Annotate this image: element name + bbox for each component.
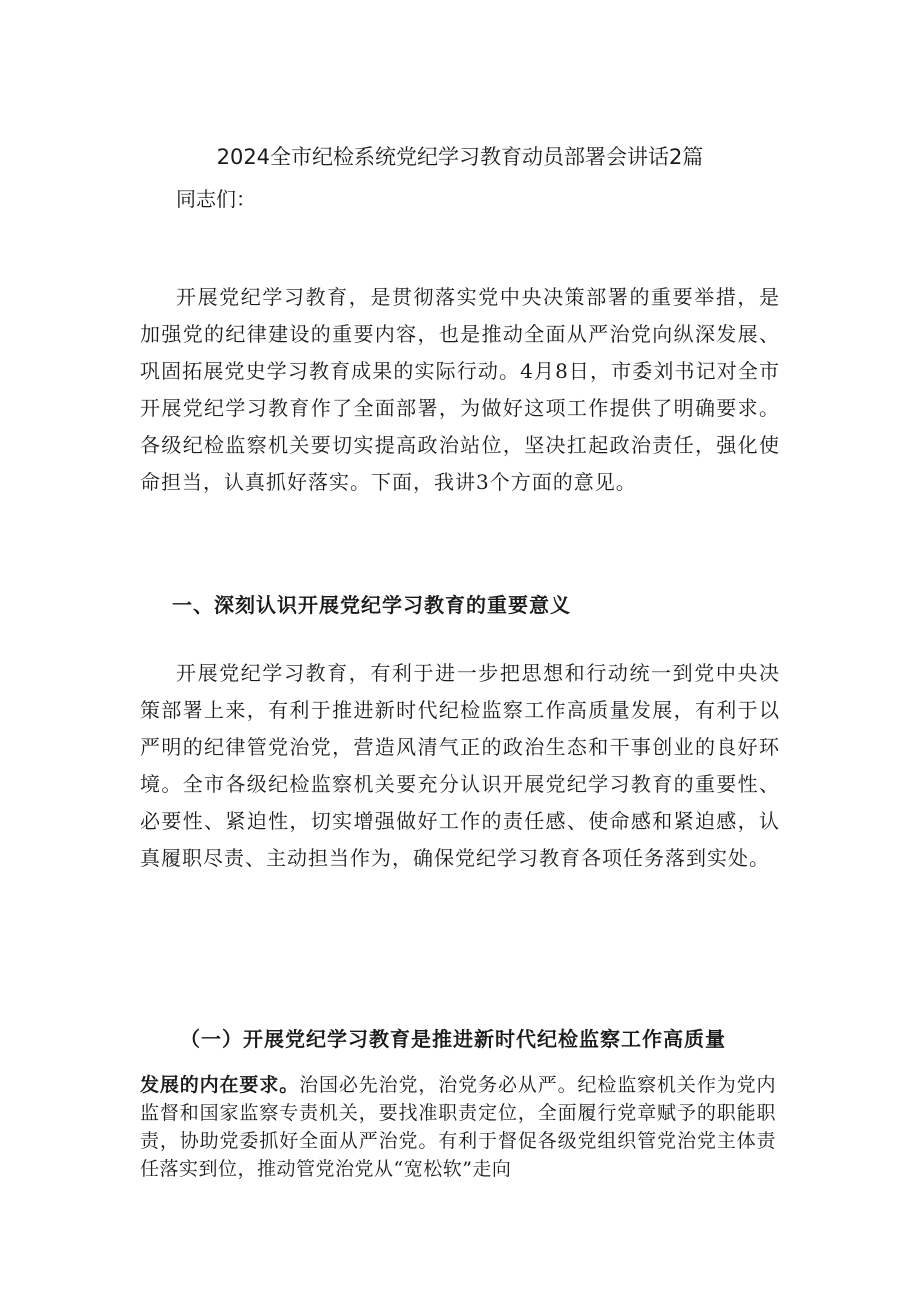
- subsection-1-text: 治国必先治党，治党务必从严。纪检监察机关作为党内监督和国家监察专责机关，要找准职责定位，全面履行党章赋予的职能职责，协助党委抓好全面从严治党。有利于督促各级党组织管党治党主体责任落实到位，推动管党治党从“宽松软”走向: [140, 1074, 776, 1180]
- salutation: 同志们：: [176, 187, 256, 211]
- section-1-paragraph: 开展党纪学习教育，有利于进一步把思想和行动统一到党中央决策部署上来，有利于推进新时代纪检监察工作高质量发展，有利于以严明的纪律管党治党，营造风清气正的政治生态和干事创业的良好环境。全市各级纪检监察机关要充分认识开展党纪学习教育的重要性、必要性、紧迫性，切实增强做好工作的责任感、使命感和紧迫感，认真履职尽责、主动担当作为，确保党纪学习教育各项任务落到实处。: [140, 661, 780, 870]
- intro-paragraph: 开展党纪学习教育，是贯彻落实党中央决策部署的重要举措，是加强党的纪律建设的重要内容，也是推动全面从严治党向纵深发展、巩固拓展党史学习教育成果的实际行动。4月8日，市委刘书记对全市开展党纪学习教育作了全面部署，为做好这项工作提供了明确要求。各级纪检监察机关要切实提高政治站位，坚决扛起政治责任，强化使命担当，认真抓好落实。下面，我讲3个方面的意见。: [140, 285, 780, 494]
- subsection-1-paragraph: [140, 1071, 776, 1183]
- section-heading-1: 一、深刻认识开展党纪学习教育的重要意义: [172, 593, 571, 617]
- document-title: 2024全市纪检系统党纪学习教育动员部署会讲话2篇: [216, 145, 704, 169]
- subsection-heading-1: （一）开展党纪学习教育是推进新时代纪检监察工作高质量: [180, 1027, 726, 1051]
- subsection-heading-continuation: 发展的内在要求。: [140, 1074, 300, 1096]
